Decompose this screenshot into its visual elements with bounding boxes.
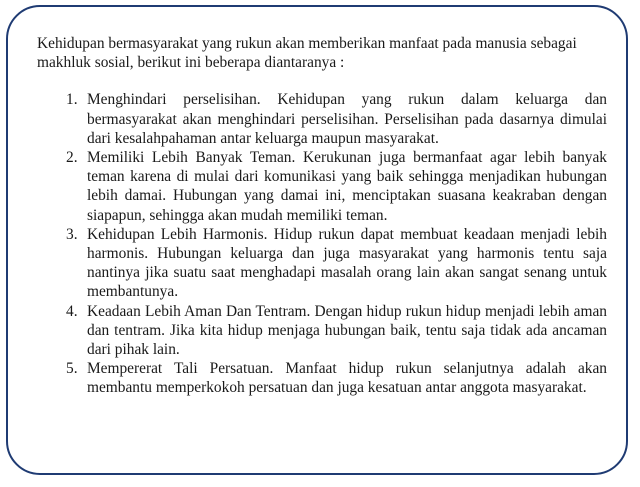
list-item-number: 1. [66,91,78,109]
list-item [37,90,609,148]
list-item-text: Menghindari perselisihan. Kehidupan yang rukun dalam keluarga dan bermasyarakat akan menghindari perselisihan. Perselisihan pada dasarnya dimulai dari kesalahpahaman antar keluarga maupun masyarakat. [87,91,607,147]
benefits-list [37,90,609,397]
list-item [37,225,609,302]
document-content [37,34,609,398]
list-item-number: 4. [66,302,78,320]
list-item [37,302,609,360]
intro-paragraph: Kehidupan bermasyarakat yang rukun akan memberikan manfaat pada manusia sebagai makhluk sosial, berikut ini beberapa diantaranya : [37,35,577,72]
list-item [37,148,609,225]
list-item-text: Memiliki Lebih Banyak Teman. Kerukunan juga bermanfaat agar lebih banyak teman karena di mulai dari komunikasi yang baik sehingga menjadikan hubungan lebih damai. Hubungan yang damai ini, menciptakan suasana keakraban dengan siapapun, sehingga akan mudah memiliki teman. [87,149,607,224]
list-item-text: Mempererat Tali Persatuan. Manfaat hidup rukun selanjutnya adalah akan membantu memperkokoh persatuan dan juga kesatuan antar anggota masyarakat. [87,360,607,397]
list-item-number: 5. [66,360,78,378]
list-item-text: Kehidupan Lebih Harmonis. Hidup rukun dapat membuat keadaan menjadi lebih harmonis. Hubungan keluarga dan juga masyarakat yang harmonis tentu saja nantinya jika suatu saat menghadapi masalah orang lain akan sangat senang untuk membantunya. [87,225,607,301]
list-item [37,359,609,397]
list-item-number: 3. [66,225,78,243]
list-item-text: Keadaan Lebih Aman Dan Tentram. Dengan hidup rukun hidup menjadi lebih aman dan tentram. Jika kita hidup menjaga hubungan baik, tentu saja tidak ada ancaman dari pihak lain. [87,302,607,359]
list-item-number: 2. [66,149,78,167]
